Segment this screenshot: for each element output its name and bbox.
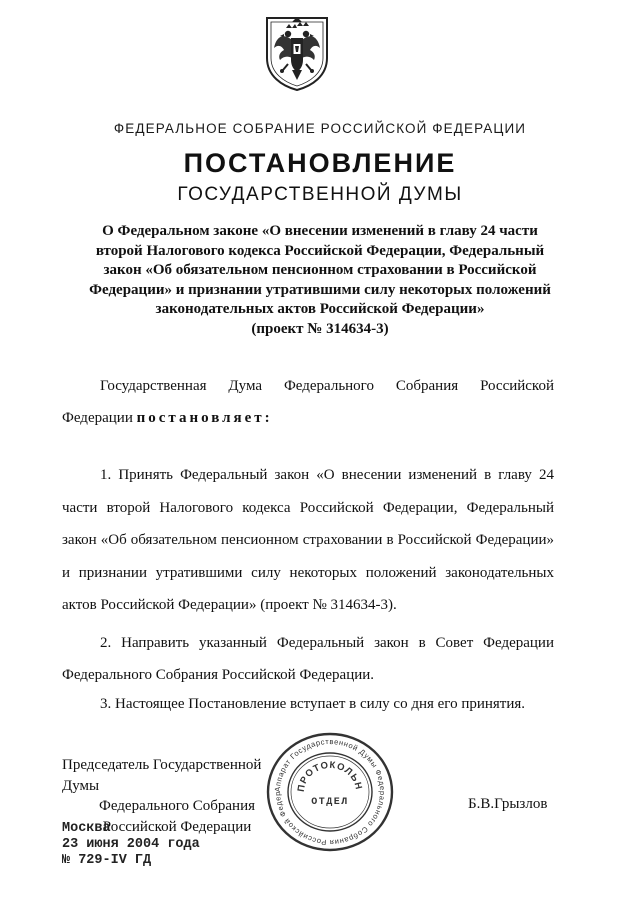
- document-issuer: ГОСУДАРСТВЕННОЙ ДУМЫ: [177, 184, 463, 205]
- subject-line: закон «Об обязательном пенсионном страховании в Российской: [103, 262, 537, 278]
- signatory-name: Б.В.Грызлов: [468, 796, 548, 812]
- subject-line: законодательных актов Российской Федерации»: [155, 301, 485, 317]
- document-subject: [40, 222, 600, 339]
- preamble-verb: постановляет:: [136, 410, 273, 426]
- subject-line: О Федеральном законе «О внесении изменений в главу 24 части: [102, 223, 538, 239]
- document-type: ПОСТАНОВЛЕНИЕ: [183, 148, 457, 178]
- resolution-item-2: 2. Направить указанный Федеральный закон в Совет Федерации Федерального Собрания Российской Федерации.: [62, 635, 554, 683]
- resolution-item-1: 1. Принять Федеральный закон «О внесении изменений в главу 24 части второй Налогового кодекса Российской Федерации, Федеральный закон «Об обязательном пенсионном страховании в Российской Федерации» и признании утратившими силу некоторых положений законодательных актов Российской Федерации» (проект № 314634-3).: [62, 467, 554, 613]
- coat-of-arms-icon: [262, 14, 332, 92]
- stamp-inner-bottom: ОТДЕЛ: [311, 797, 349, 808]
- official-stamp: [264, 730, 396, 854]
- signatory-title-line: Федерального Собрания: [98, 798, 256, 814]
- document-number: № 729-IV ГД: [62, 853, 152, 868]
- stamp-ring-text: Аппарат Государственной Думы Федерального Собрания Российской Федер: [272, 736, 388, 848]
- adoption-date: 23 июня 2004 года: [62, 837, 200, 852]
- preamble-paragraph: [62, 370, 554, 434]
- signatory-title-line: Российской Федерации: [102, 818, 252, 835]
- stamp-inner-top: ПРОТОКОЛЬН: [295, 759, 365, 793]
- signatory-title-line: Председатель Государственной Думы: [62, 757, 262, 794]
- subject-line: второй Налогового кодекса Российской Федерации, Федеральный: [95, 242, 545, 259]
- organization-title: ФЕДЕРАЛЬНОЕ СОБРАНИЕ РОССИЙСКОЙ ФЕДЕРАЦИИ: [113, 121, 527, 136]
- document-footer: [62, 821, 200, 869]
- subject-line: Федерации» и признании утратившими силу некоторых положений: [89, 281, 551, 298]
- resolution-item-3: 3. Настоящее Постановление вступает в силу со дня его принятия.: [100, 696, 526, 712]
- place-of-adoption: Москва: [62, 821, 111, 836]
- subject-line: (проект № 314634-3): [251, 320, 389, 337]
- preamble-text: Государственная Дума Федерального Собрания Российской Федерации: [62, 378, 554, 426]
